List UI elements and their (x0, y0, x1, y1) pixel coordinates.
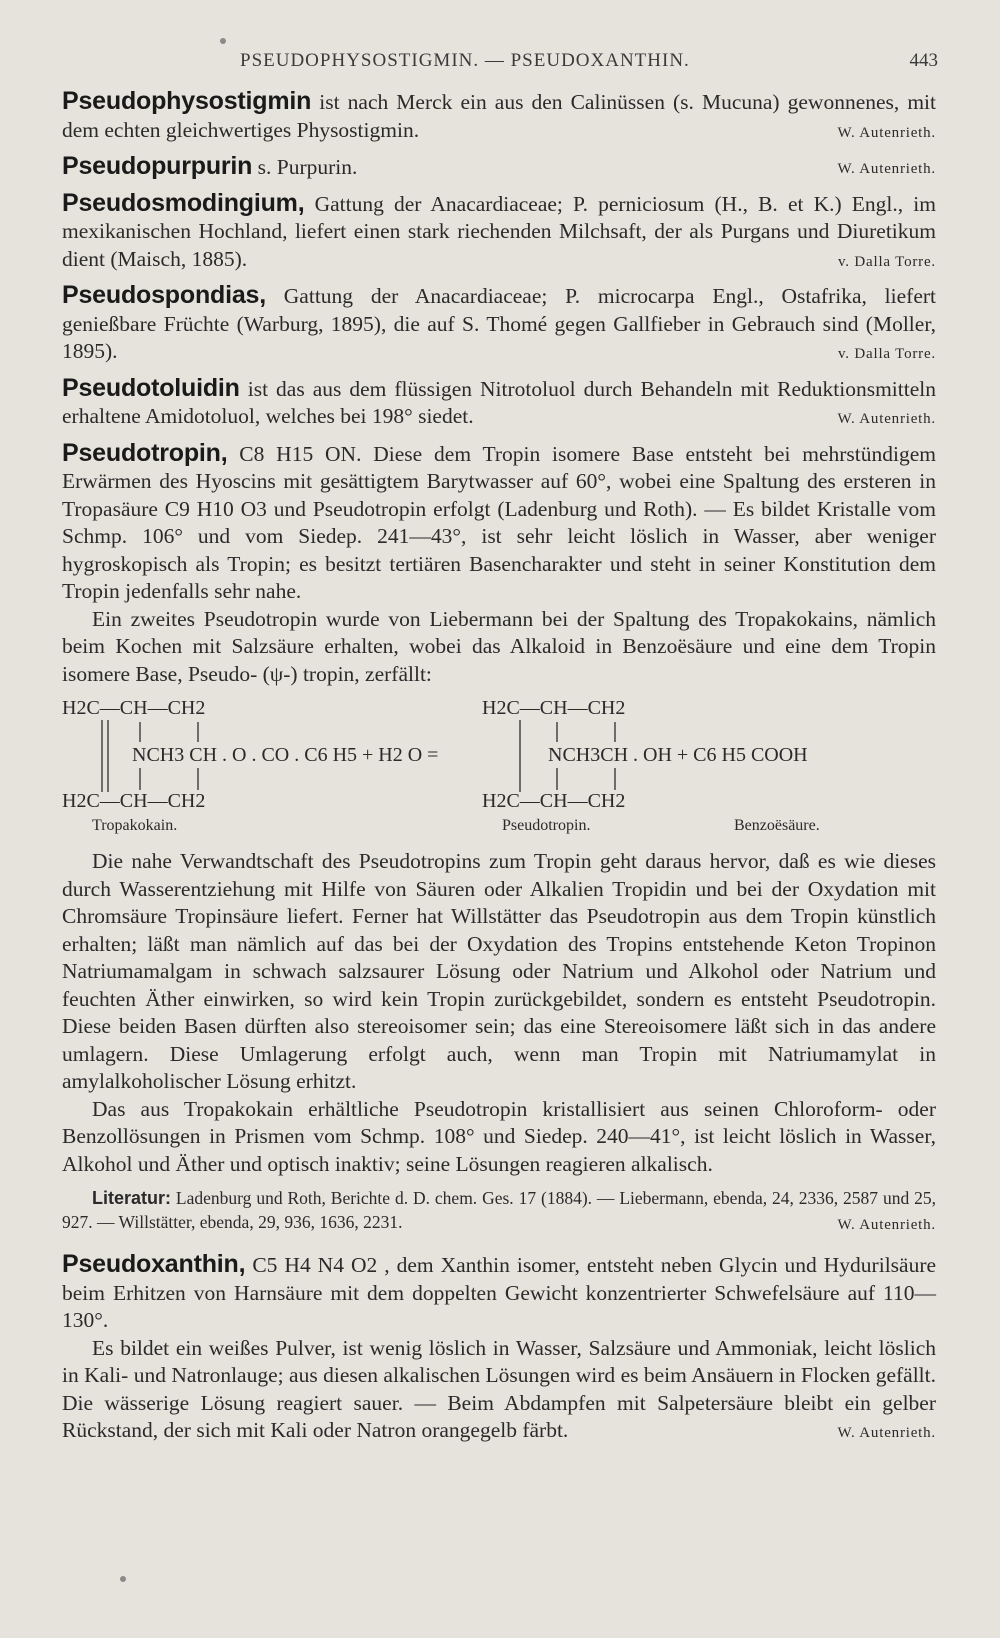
entry-pseudopurpurin (62, 153, 936, 184)
left-middle-row: NCH3 CH . O . CO . C6 H5 + H2 O = (132, 744, 439, 766)
right-top-row: H2C—CH—CH2 (482, 697, 626, 719)
running-head (0, 44, 1000, 84)
author-signature: W. Autenrieth. (837, 1425, 936, 1441)
page-number: 443 (909, 50, 938, 71)
headword: Pseudospondias, (62, 281, 266, 309)
headword: Pseudotoluidin (62, 373, 240, 402)
headword: Pseudosmodingium, (62, 188, 305, 217)
literature-label: Literatur: (92, 1188, 172, 1208)
molecular-formula: C5 H4 N4 O2 , (252, 1253, 390, 1277)
entry-pseudotoluidin (62, 375, 936, 434)
paragraph: Ein zweites Pseudotropin wurde von Liebermann bei der Spaltung des Tropakokains, nämlich beim Kochen mit Salzsäure erhalten, wobei das Alkaloid in Benzoësäure und eine dem Tropin isomere Base, Pseudo- (ψ-) tropin, zerfällt: (62, 606, 936, 686)
entry-text: Gattung der Anacardiaceae; P. microcarpa Engl., Ostafrika, liefert genießbare Früchte (Warburg, 1895), die auf S. Thomé gegen Gallfieber in Gebrauch sind (Moller, 1895). (62, 284, 936, 363)
author-signature: v. Dalla Torre. (837, 253, 936, 270)
author-signature: W. Autenrieth. (837, 411, 936, 427)
reaction-diagram (62, 694, 936, 844)
entry-text: ist nach Merck ein aus den Calinüssen (s. Mucuna) gewonnenes, mit dem echten gleichwertiges Physostigmin. (62, 90, 937, 142)
print-speck (120, 1576, 126, 1582)
paragraph (62, 1335, 936, 1445)
molecular-formula: C8 H15 ON. (239, 441, 362, 466)
paragraph (62, 440, 936, 606)
literature-note (62, 1186, 936, 1237)
acid-label: Benzoësäure. (734, 817, 820, 834)
paragraph: Das aus Tropakokain erhältliche Pseudotropin kristallisiert aus seinen Chloroform- oder Benzollösungen in Prismen vom Schmp. 108° und Siedep. 240—41°, ist leicht löslich in Wasser, Alkohol und Äther und optisch inaktiv; seine Lösungen reagieren alkalisch. (62, 1096, 936, 1176)
author-signature: W. Autenrieth. (837, 1217, 936, 1233)
paragraph (62, 1251, 936, 1335)
left-compound-label: Tropakokain. (92, 817, 178, 834)
page-content (62, 88, 936, 1454)
entry-text: Gattung der Anacardiaceae; P. perniciosum (H., B. et K.) Engl., im mexikanischen Hochland, liefert einen stark riechenden Milchsaft, der als Purgans und Diuretikum dient (Maisch, 1885). (62, 191, 936, 271)
left-top-row: H2C—CH—CH2 (62, 697, 206, 719)
right-middle-row: NCH3CH . OH + C6 H5 COOH (548, 744, 808, 766)
entry-pseudoxanthin (62, 1251, 936, 1448)
running-title: PSEUDOPHYSOSTIGMIN. — PSEUDOXANTHIN. (240, 50, 690, 71)
right-bottom-row: H2C—CH—CH2 (482, 790, 626, 812)
headword: Pseudophysostigmin (62, 87, 312, 115)
paragraph: Die nahe Verwandtschaft des Pseudotropins zum Tropin geht daraus hervor, daß es wie dieses durch Wasserentziehung mit Hilfe von Säuren oder Alkalien Tropidin und bei der Oxydation mit Chromsäure Tropinsäure liefert. Ferner hat Willstätter das Pseudotropin aus dem Tropin künstlich erhalten; läßt man nämlich auf das bei der Oxydation des Tropins entstehende Keton Tropinon Natriumamalgam in schwach salzsaurer Lösung oder Natrium und Alkohol oder Natrium und feuchten Äther einwirken, so wird kein Tropin zurückgebildet, sondern es entsteht Pseudotropin. Diese beiden Basen dürften also stereoisomer sein; das eine Stereoisomere läßt sich in das andere umlagern. Diese Umlagerung erfolgt auch, wenn man Tropin mit Natriumamylat in amylalkoholischer Lösung erhitzt. (62, 849, 936, 1093)
headword: Pseudotropin, (62, 438, 228, 467)
reaction-equation (62, 694, 936, 844)
paragraph-text: Diese dem Tropin isomere Base entsteht bei mehrstündigem Erwärmen des Hyoscins mit gesättigtem Barytwasser auf 60°, wobei eine Spaltung des ersteren in Tropasäure C9 H10 O3 und Pseudotropin erfolgt (Ladenburg und Roth). — Es bildet Kristalle vom Schmp. 106° und vom Siedep. 241—43°, ist sehr leicht löslich in Wasser, aber weniger hygroskopisch als Tropin; es besitzt tertiären Basencharakter und steht in seiner Konstitution dem Tropin jedenfalls sehr nahe. (62, 441, 937, 603)
right-compound-label: Pseudotropin. (502, 817, 591, 834)
entry-text: ist das aus dem flüssigen Nitrotoluol durch Behandeln mit Reduktionsmitteln erhaltene Amidotoluol, welches bei 198° siedet. (62, 376, 936, 428)
entry-pseudotropin (62, 440, 936, 1238)
entry-pseudosmodingium (62, 190, 936, 277)
headword: Pseudopurpurin (62, 152, 253, 180)
literature-text: Ladenburg und Roth, Berichte d. D. chem. Ges. 17 (1884). — Liebermann, ebenda, 24, 2336, 2587 und 25, 927. — Willstätter, ebenda, 29, 936, 1636, 2231. (62, 1188, 936, 1232)
entry-pseudospondias (62, 282, 936, 369)
left-bottom-row: H2C—CH—CH2 (62, 790, 206, 812)
paragraph-text: dem Xanthin isomer, entsteht neben Glycin und Hydurilsäure beim Erhitzen von Harnsäure mit dem doppelten Gewicht konzentrierter Schwefelsäure auf 110—130°. (62, 1253, 937, 1332)
author-signature: W. Autenrieth. (837, 161, 936, 177)
author-signature: v. Dalla Torre. (837, 346, 936, 362)
entry-text: s. Purpurin. (257, 155, 358, 179)
headword: Pseudoxanthin, (62, 1250, 246, 1278)
paragraph-text: Es bildet ein weißes Pulver, ist wenig löslich in Wasser, Salzsäure und Ammoniak, leicht löslich in Kali- und Natronlauge; aus diesen alkalischen Lösungen wird es beim Ansäuern in Flocken gefällt. Die wässerige Lösung reagiert sauer. — Beim Abdampfen mit Salpetersäure bleibt ein gelber Rückstand, der sich mit Kali oder Natron orangegelb färbt. (62, 1335, 936, 1442)
author-signature: W. Autenrieth. (837, 124, 936, 141)
entry-pseudophysostigmin (62, 88, 936, 147)
